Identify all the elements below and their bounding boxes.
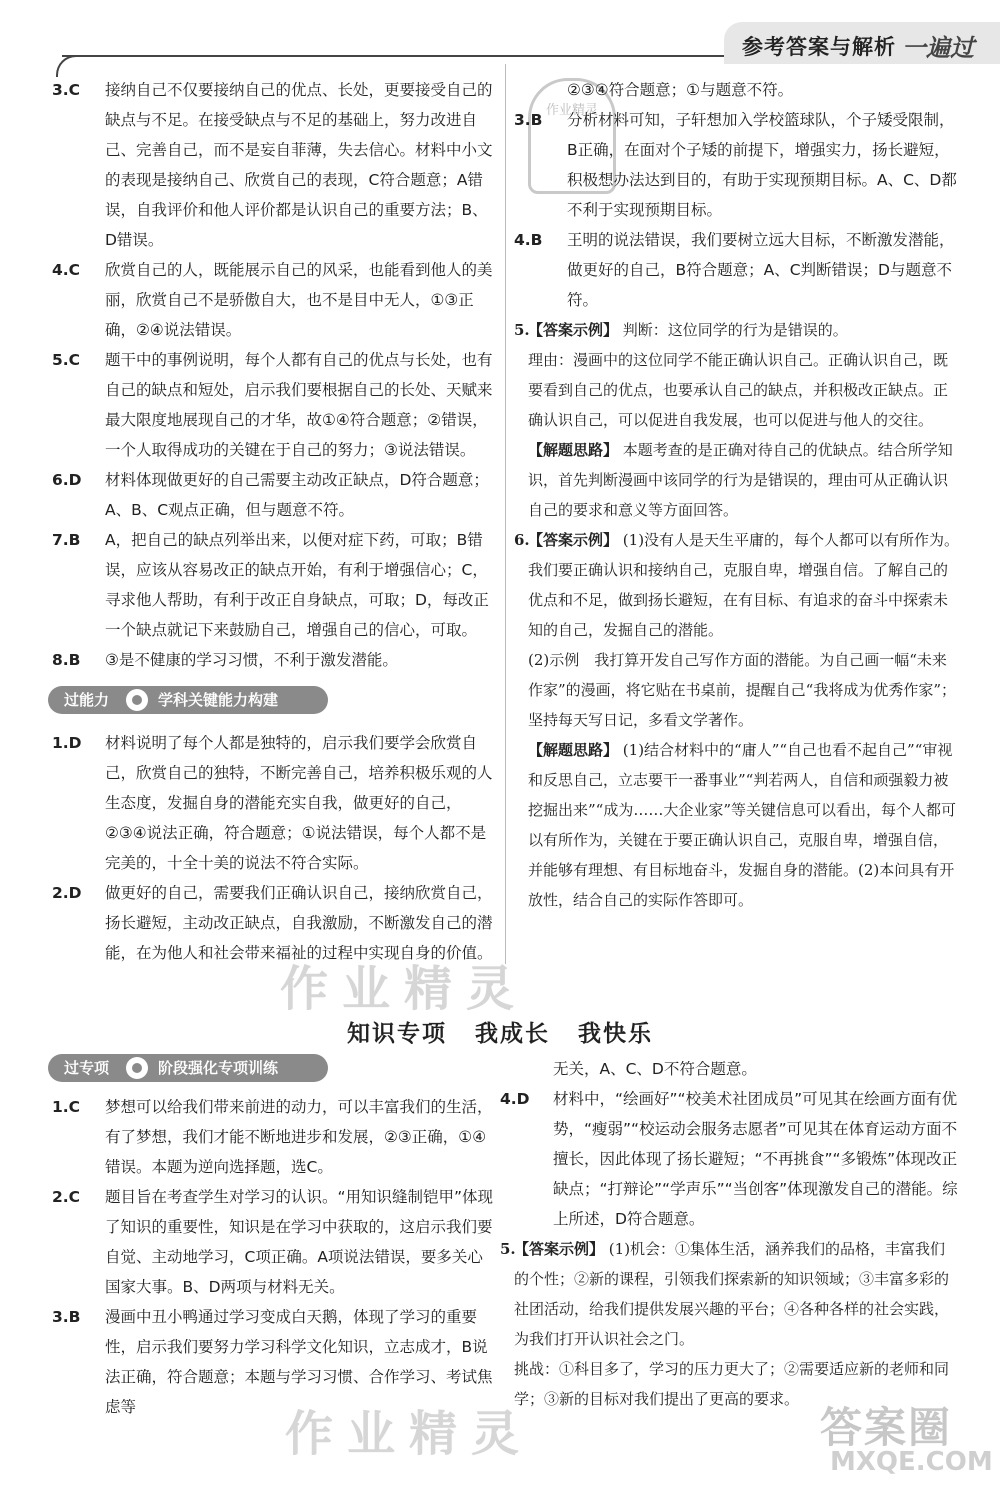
answer-item: 3.B 漫画中丑小鸭通过学习变成白天鹅，体现了学习的重要性，启示我们要努力学习科学文化知识，立志成才，B说法正确，符合题意；本题与学习习惯、合作学习、考试焦虑等 [52,1308,493,1416]
answer-item: 4.B 王明的说法错误，我们要树立远大目标，不断激发潜能，做更好的自己，B符合题意；A、C判断错误；D与题意不符。 [514,231,955,309]
answer-item: 4.C 欣赏自己的人，既能展示自己的风采，也能看到他人的美丽，欣赏自己不是骄傲自大，也不是目中无人，①③正确，②④说法错误。 [52,261,493,339]
left-column-bottom [52,1092,497,1422]
section-title: 知识专项 我成长 我快乐 [347,1021,653,1047]
answer-item: 7.B A，把自己的缺点列举出来，以便对症下药，可取；B错误，应该从容易改正的缺点开始，有利于增强信心；C，寻求他人帮助，有利于改正自身缺点，可取；D，每改正一个缺点就记下来鼓励自己，增强自己的信心，可取。 [52,531,489,639]
watermark-text: 作业精灵 [285,1406,534,1462]
right-column-top [514,75,960,915]
section-band-ability: 过能力 学科关键能力构建 [48,686,328,714]
left-column-mid [52,728,497,968]
answer-item: ②③④符合题意；①与题意不符。 [567,81,794,99]
answer-item: 4.D 材料中，“绘画好”“校美术社团成员”可见其在绘画方面有优势，“瘦弱”“校运动会服务志愿者”可见其在体育运动方面不擅长，因此体现了扬长避短；“不再挑食”“多锻炼”体现改正缺点；“打辩论”“学声乐”“当创客”体现激发自己的潜能。综上所述，D符合题意。 [500,1090,958,1228]
answer-item: 2.D 做更好的自己，需要我们正确认识自己，接纳欣赏自己，扬长避短，主动改正缺点，自我激励，不断激发自己的潜能，在为他人和社会带来福祉的过程中实现自身的价值。 [52,884,493,962]
answer-item: 8.B ③是不健康的学习习惯，不利于激发潜能。 [52,651,398,669]
q6-part2: (2)示例 我打算开发自己写作方面的潜能。为自己画一幅“未来作家”的漫画，将它贴在书桌前，提醒自己“我将成为优秀作家”；坚持每天写日记，多看文学著作。 [528,651,957,729]
right-column-bottom [500,1054,960,1414]
header-brand: 一遍过 [902,34,974,62]
answer-item: 3.B 分析材料可知，子轩想加入学校篮球队，个子矮受限制，B正确，在面对个子矮的前提下，增强实力，扬长避短，积极想办法达到目的，有助于实现预期目标。A、C、D都不利于实现预期目标。 [514,111,957,219]
corner-logo: 答案圈 MXQE.COM [820,1403,993,1477]
q5b-challenge: 挑战：①科目多了，学习的压力更大了；②需要适应新的老师和同学；③新的目标对我们提出了更高的要求。 [514,1360,950,1408]
badge-icon [126,1057,148,1079]
q5-reason: 理由：漫画中的这位同学不能正确认识自己。正确认识自己，既要看到自己的优点，也要承认自己的缺点，并积极改正缺点。正确认识自己，可以促进自我发展，也可以促进与他人的交往。 [528,351,949,429]
left-column-top [52,75,497,675]
answer-item-q5: 5. 【答案示例】 判断：这位同学的行为是错误的。 理由：漫画中的这位同学不能正确认识自己。正确认识自己，既要看到自己的优点，也要承认自己的缺点，并积极改正缺点。正确认识自己，可以促进自我发展，也可以促进与他人的交往。 【解题思路】 本题考查的是正确对待自己的优缺点。结合所学知识，首先判断漫画中该同学的行为是错误的，理由可从正确认识自己的要求和意义等方面回答。 [514,315,960,525]
answer-item: 6.D 材料体现做更好的自己需要主动改正缺点，D符合题意；A、B、C观点正确，但与题意不符。 [52,471,489,519]
answer-item: 5.C 题干中的事例说明，每个人都有自己的优点与长处，也有自己的缺点和短处，启示我们要根据自己的长处、天赋来最大限度地展现自己的才华，故①④符合题意；②错误，一个人取得成功的关键在于自己的努力；③说法错误。 [52,351,493,459]
q6-tip: 【解题思路】 (1)结合材料中的“庸人”“自己也看不起自己”“审视和反思自己，立志要干一番事业”“判若两人，自信和顽强毅力被挖掘出来”“成为……大企业家”等关键信息可以看出，每个人都可以有所作为，关键在于要正确认识自己，克服自卑，增强自信，并能够有理想、有目标地奋斗，发掘自身的潜能。(2)本问具有开放性，结合自己的实际作答即可。 [528,741,957,909]
header-rule [62,55,787,57]
watermark-stamp: 作业精灵 [528,78,616,194]
header-title: 参考答案与解析 [742,35,896,59]
answer-item: 1.D 材料说明了每个人都是独特的，启示我们要学会欣赏自己，欣赏自己的独特，不断完善自己，培养积极乐观的人生态度，发掘自身的潜能充实自我，做更好的自己，②③④说法正确，符合题意；①说法错误，每个人都不是完美的，十全十美的说法不符合实际。 [52,734,493,872]
watermark-text: 作业精灵 [280,961,529,1017]
answer-item-q6: 6. 【答案示例】 (1)没有人是天生平庸的，每个人都可以有所作为。我们要正确认识和接纳自己，克服自卑，增强自信。了解自己的优点和不足，做到扬长避短，在有目标、有追求的奋斗中探索未知的自己，发掘自己的潜能。 (2)示例 我打算开发自己写作方面的潜能。为自己画一幅“未来作家”的漫画，将它贴在书桌前，提醒自己“我将成为优秀作家”；坚持每天写日记，多看文学著作。 【解题思路】 (1)结合材料中的“庸人”“自己也看不起自己”“审视和反思自己，立志要干一番事业”“判若两人，自信和顽强毅力被挖掘出来”“成为……大企业家”等关键信息可以看出，每个人都可以有所作为，关键在于要正确认识自己，克服自卑，增强自信，并能够有理想、有目标地奋斗，发掘自身的潜能。(2)本问具有开放性，结合自己的实际作答即可。 [514,525,960,915]
answer-item-q5b: 5. 【答案示例】 (1)机会：①集体生活，涵养我们的品格，丰富我们的个性；②新的课程，引领我们探索新的知识领域；③丰富多彩的社团活动，给我们提供发展兴趣的平台；④各种各样的社会实践，为我们打开认识社会之门。 挑战：①科目多了，学习的压力更大了；②需要适应新的老师和同学；③新的目标对我们提出了更高的要求。 [500,1234,960,1414]
section-band-special: 过专项 阶段强化专项训练 [48,1054,328,1082]
answer-item: 无关，A、C、D不符合题意。 [553,1060,757,1078]
header-rule-corner [56,55,78,77]
column-divider [505,64,506,964]
q5-tip: 【解题思路】 本题考查的是正确对待自己的优缺点。结合所学知识，首先判断漫画中该同学的行为是错误的，理由可从正确认识自己的要求和意义等方面回答。 [528,441,953,519]
answer-item: 2.C 题目旨在考查学生对学习的认识。“用知识缝制铠甲”体现了知识的重要性，知识是在学习中获取的，这启示我们要自觉、主动地学习，C项正确。A项说法错误，要多关心国家大事。B、D两项与材料无关。 [52,1188,494,1296]
medal-icon [126,689,148,711]
answer-item: 3.C 接纳自己不仅要接纳自己的优点、长处，更要接受自己的缺点与不足。在接受缺点与不足的基础上，努力改进自己、完善自己，而不是妄自菲薄，失去信心。材料中小文的表现是接纳自己、欣赏自己的表现，C符合题意；A错误，自我评价和他人评价都是认识自己的重要方法；B、D错误。 [52,81,493,249]
answer-item: 1.C 梦想可以给我们带来前进的动力，可以丰富我们的生活，有了梦想，我们才能不断地进步和发展，②③正确，①④错误。本题为逆向选择题，选C。 [52,1098,493,1176]
